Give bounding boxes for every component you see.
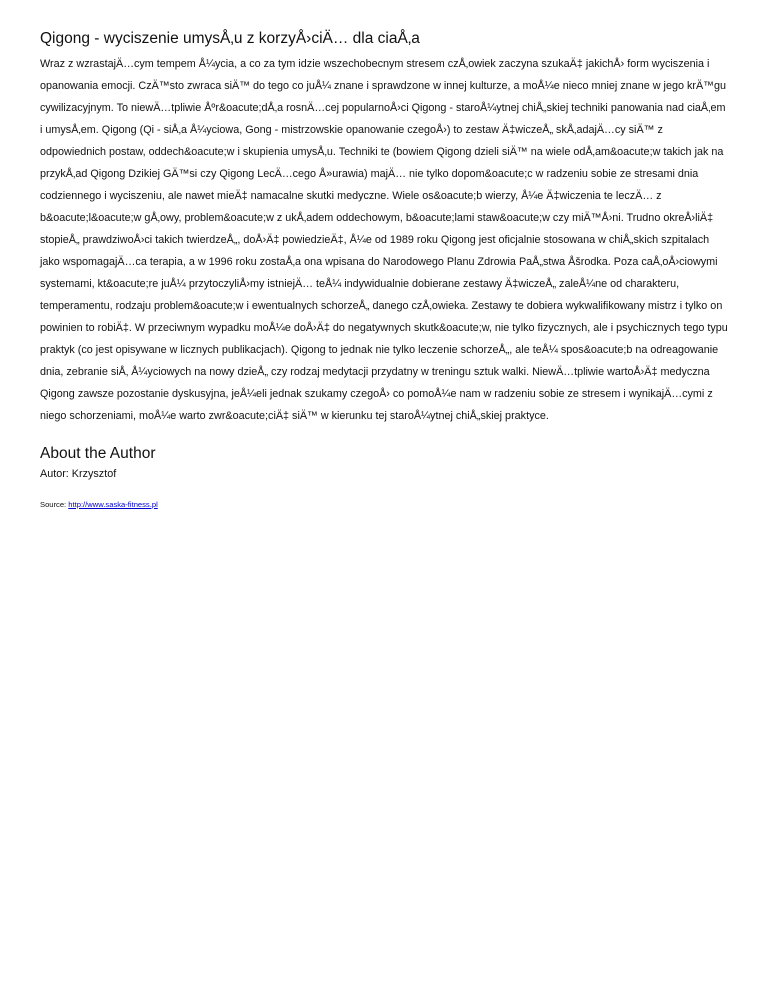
source-label: Source:	[40, 500, 69, 509]
document-page	[40, 29, 730, 510]
author-heading: About the Author	[40, 445, 156, 462]
article-body: Wraz z wzrastajÄ…cym tempem Å¼ycia, a co za tym idzie wszechobecnym stresem czÅ‚owiek zaczyna szukaÄ‡ jakichÅ› form wyciszenia i opanowania emocji. CzÄ™sto zwraca siÄ™ do tego co juÅ¼ znane i sprawdzone w innej kulturze, a moÅ¼e nieco mniej znane w jego krÄ™gu cywilizacyjnym. To niewÄ…tpliwie Åºr&oacute;dÅ‚a rosnÄ…cej popularnoÅ›ci Qigong - staroÅ¼ytnej chiÅ„skiej techniki panowania nad ciaÅ‚em i umysÅ‚em. Qigong (Qi - siÅ‚a Å¼yciowa, Gong - mistrzowskie opanowanie czegoÅ›) to zestaw Ä‡wiczeÅ„ skÅ‚adajÄ…cy siÄ™ z odpowiednich postaw, oddech&oacute;w i skupienia umysÅ‚u. Techniki te (bowiem Qigong dzieli siÄ™ na wiele odÅ‚am&oacute;w takich jak na przykÅ‚ad Qigong Dzikiej GÄ™si czy Qigong LecÄ…cego Å»urawia) majÄ… nie tylko dopom&oacute;c w radzeniu sobie ze stresami dnia codziennego i wyciszeniu, ale nawet mieÄ‡ namacalne skutki medyczne. Wiele os&oacute;b wierzy, Å¼e Ä‡wiczenia te leczÄ… z b&oacute;l&oacute;w gÅ‚owy, problem&oacute;w z ukÅ‚adem oddechowym, b&oacute;lami staw&oacute;w czy miÄ™Å›ni. Trudno okreÅ›liÄ‡ stopieÅ„ prawdziwoÅ›ci takich twierdzeÅ„, doÅ›Ä‡ powiedzieÄ‡, Å¼e od 1989 roku Qigong jest oficjalnie stosowana w chiÅ„skich szpitalach jako wspomagajÄ…ca terapia, a w 1996 roku zostaÅ‚a ona wpisana do Narodowego Planu Zdrowia PaÅ„stwa Åšrodka. Poza caÅ‚oÅ›ciowymi systemami, kt&oacute;re juÅ¼ przytoczyliÅ›my istniejÄ… teÅ¼ indywidualnie dobierane zestawy Ä‡wiczeÅ„ zaleÅ¼ne od charakteru, temperamentu, rodzaju problem&oacute;w i ewentualnych schorzeÅ„ danego czÅ‚owieka. Zestawy te dobiera wykwalifikowany mistrz i tylko on powinien to robiÄ‡. W przeciwnym wypadku moÅ¼e doÅ›Ä‡ do negatywnych skutk&oacute;w, nie tylko fizycznych, ale i psychicznych tego typu praktyk (co jest opisywane w licznych publikacjach). Qigong to jednak nie tylko leczenie schorzeÅ„, ale teÅ¼ spos&oacute;b na odreagowanie dnia, zebranie siÅ‚ Å¼yciowych na nowy dzieÅ„ czy rodzaj medytacji przydatny w treningu sztuk walki. NiewÄ…tpliwie wartoÅ›Ä‡ medyczna Qigong zawsze pozostanie dyskusyjna, jeÅ¼eli jednak szukamy czegoÅ› co pomoÅ¼e nam w radzeniu sobie ze stresem i wynikajÄ…cymi z niego schorzeniami, moÅ¼e warto zwr&oacute;ciÄ‡ siÄ™ w kierunku tej staroÅ¼ytnej chiÅ„skiej praktyce.	[40, 58, 728, 422]
source-link[interactable]: http://www.saska-fitness.pl	[68, 500, 158, 509]
author-line: Autor: Krzysztof	[40, 468, 117, 480]
source-line	[40, 500, 730, 510]
article-title: Qigong - wyciszenie umysÅ‚u z korzyÅ›ciÄ… dla ciaÅ‚a	[40, 30, 420, 47]
